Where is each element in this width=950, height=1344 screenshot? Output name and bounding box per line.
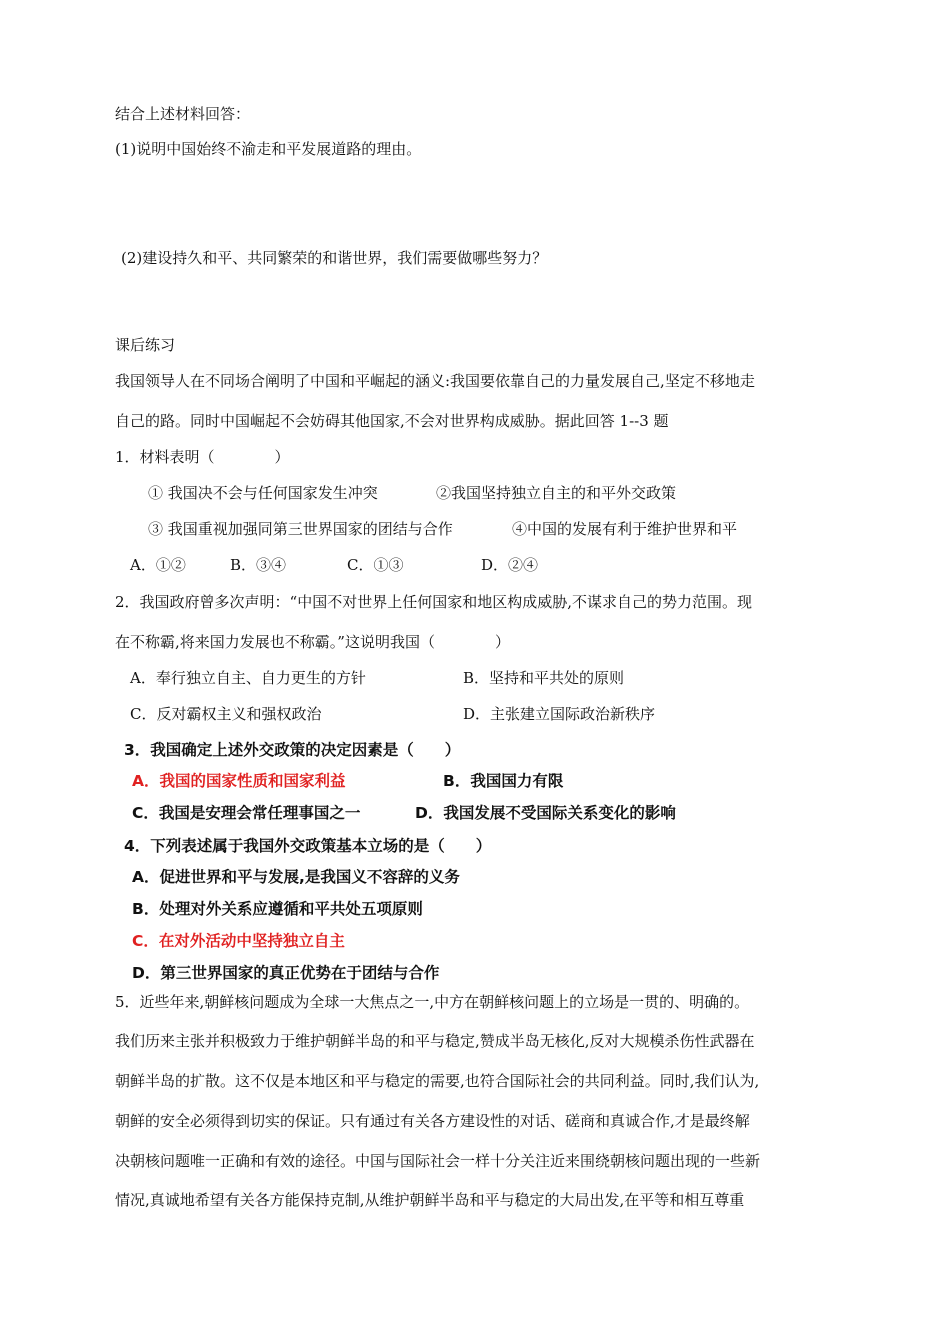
question-4-stem: 4．下列表述属于我国外交政策基本立场的是（ ） [124,837,492,855]
question-2-option-d: D．主张建立国际政治新秩序 [463,705,656,723]
question-2-stem-line-1: 2．我国政府曾多次声明：“中国不对世界上任何国家和地区构成威胁,不谋求自己的势力范围。现 [115,593,752,611]
question-5-line-2: 我们历来主张并积极致力于维护朝鲜半岛的和平与稳定,赞成半岛无核化,反对大规模杀伤性武器在 [115,1032,755,1050]
answer-prompt: 结合上述材料回答： [115,105,251,123]
question-1-option-b: B．③④ [230,556,287,574]
question-4-option-b: B．处理对外关系应遵循和平共处五项原则 [132,900,423,918]
question-1-option-a: A．①② [130,556,186,574]
section-title: 课后练习 [115,336,176,354]
question-3-stem: 3．我国确定上述外交政策的决定因素是（ ） [124,741,461,759]
question-2-option-a: A．奉行独立自主、自力更生的方针 [130,669,366,687]
question-5-line-4: 朝鲜的安全必须得到切实的保证。只有通过有关各方建设性的对话、磋商和真诚合作,才是最终解 [115,1112,750,1130]
intro-question-1: (1)说明中国始终不渝走和平发展道路的理由。 [115,140,422,158]
question-5-line-6: 情况,真诚地希望有关各方能保持克制,从维护朝鲜半岛和平与稳定的大局出发,在平等和相互尊重 [115,1191,745,1209]
question-3-option-c: C．我国是安理会常任理事国之一 [132,804,361,822]
question-2-option-c: C．反对霸权主义和强权政治 [130,705,322,723]
question-5-line-1: 5．近些年来,朝鲜核问题成为全球一大焦点之一,中方在朝鲜核问题上的立场是一贯的、明确的。 [115,993,750,1011]
question-2-option-b: B．坚持和平共处的原则 [463,669,625,687]
question-1-option-c: C．①③ [347,556,404,574]
question-3-option-a-answer: A．我国的国家性质和国家利益 [132,772,346,790]
question-1-statement-1: ① 我国决不会与任何国家发生冲突 [148,484,378,502]
question-4-option-a: A．促进世界和平与发展,是我国义不容辞的义务 [132,868,460,886]
question-5-line-3: 朝鲜半岛的扩散。这不仅是本地区和平与稳定的需要,也符合国际社会的共同利益。同时,我们认为, [115,1072,760,1090]
question-1-statement-3: ③ 我国重视加强同第三世界国家的团结与合作 [148,520,453,538]
question-3-option-d: D．我国发展不受国际关系变化的影响 [415,804,676,822]
question-4-option-c-answer: C．在对外活动中坚持独立自主 [132,932,345,950]
question-1-statement-2: ②我国坚持独立自主的和平外交政策 [436,484,677,502]
question-5-line-5: 决朝核问题唯一正确和有效的途径。中国与国际社会一样十分关注近来围绕朝核问题出现的一些新 [115,1152,761,1170]
question-4-option-d: D．第三世界国家的真正优势在于团结与合作 [132,964,440,982]
material-line-1: 我国领导人在不同场合阐明了中国和平崛起的涵义:我国要依靠自己的力量发展自己,坚定不移地走 [115,372,755,390]
question-3-option-b: B．我国国力有限 [443,772,564,790]
question-1-statement-4: ④中国的发展有利于维护世界和平 [512,520,738,538]
question-2-stem-line-2: 在不称霸,将来国力发展也不称霸。”这说明我国（ ） [115,633,510,651]
material-line-2: 自己的路。同时中国崛起不会妨碍其他国家,不会对世界构成威胁。据此回答 1--3 题 [115,412,669,430]
intro-question-2: (2)建设持久和平、共同繁荣的和谐世界，我们需要做哪些努力？ [121,249,548,267]
question-1-stem: 1．材料表明（ ） [115,448,290,466]
question-1-option-d: D．②④ [481,556,539,574]
